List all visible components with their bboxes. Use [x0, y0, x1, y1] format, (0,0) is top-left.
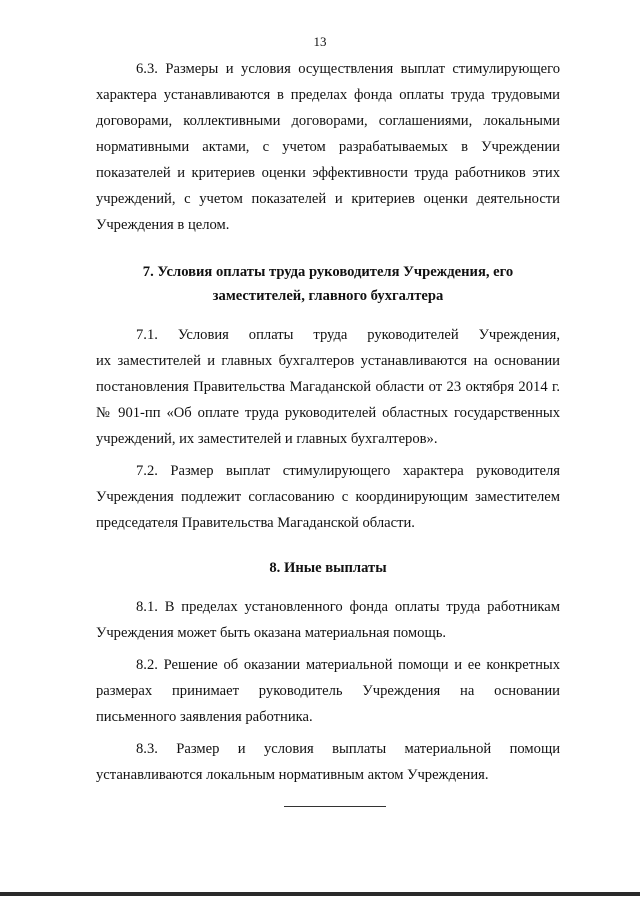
- paragraph-7-2: 7.2. Размер выплат стимулирующего характера руководителя Учреждения подлежит согласованию с координирующим заместителем председателя Правительства Магаданской области.: [96, 463, 560, 531]
- paragraph-8-3-continuation: устанавливаются локальным нормативным актом Учреждения.: [96, 767, 489, 783]
- scan-edge-line: [0, 892, 640, 896]
- page-number: 13: [313, 34, 327, 49]
- paragraph-6-3: 6.3. Размеры и условия осуществления выплат стимулирующего характера устанавливаются в пределах фонда оплаты труда трудовыми договорами, коллективными договорами, соглашениями, локальными нормативными актами, с учетом разрабатываемых в Учреждении показателей и критериев оценки эффективности труда работников этих учреждений, с учетом показателей и критериев оценки деятельности Учреждения в целом.: [96, 61, 560, 233]
- paragraph-7-1: [96, 322, 560, 452]
- document-body: [96, 56, 560, 788]
- section-8-heading: 8. Иные выплаты: [269, 560, 387, 576]
- paragraph-8-3-first-line: 8.3. Размер и условия выплаты материальной помощи: [136, 741, 560, 757]
- paragraph-7-1-continuation: их заместителей и главных бухгалтеров устанавливаются на основании постановления Правительства Магаданской области от 23 октября 2014 г. № 901-пп «Об оплате труда руководителей областных государственных учреждений, их заместителей и главных бухгалтеров».: [96, 353, 560, 447]
- paragraph-8-1: 8.1. В пределах установленного фонда оплаты труда работникам Учреждения может быть оказана материальная помощь.: [96, 599, 560, 641]
- paragraph-7-1-first-line: 7.1. Условия оплаты труда руководителей Учреждения,: [136, 327, 560, 343]
- section-7-heading: 7. Условия оплаты труда руководителя Учреждения, его заместителей, главного бухгалтера: [142, 264, 514, 304]
- paragraph-8-3: [96, 736, 560, 788]
- end-separator-line: [284, 806, 386, 807]
- paragraph-8-2: 8.2. Решение об оказании материальной помощи и ее конкретных размерах принимает руководитель Учреждения на основании письменного заявления работника.: [96, 657, 560, 725]
